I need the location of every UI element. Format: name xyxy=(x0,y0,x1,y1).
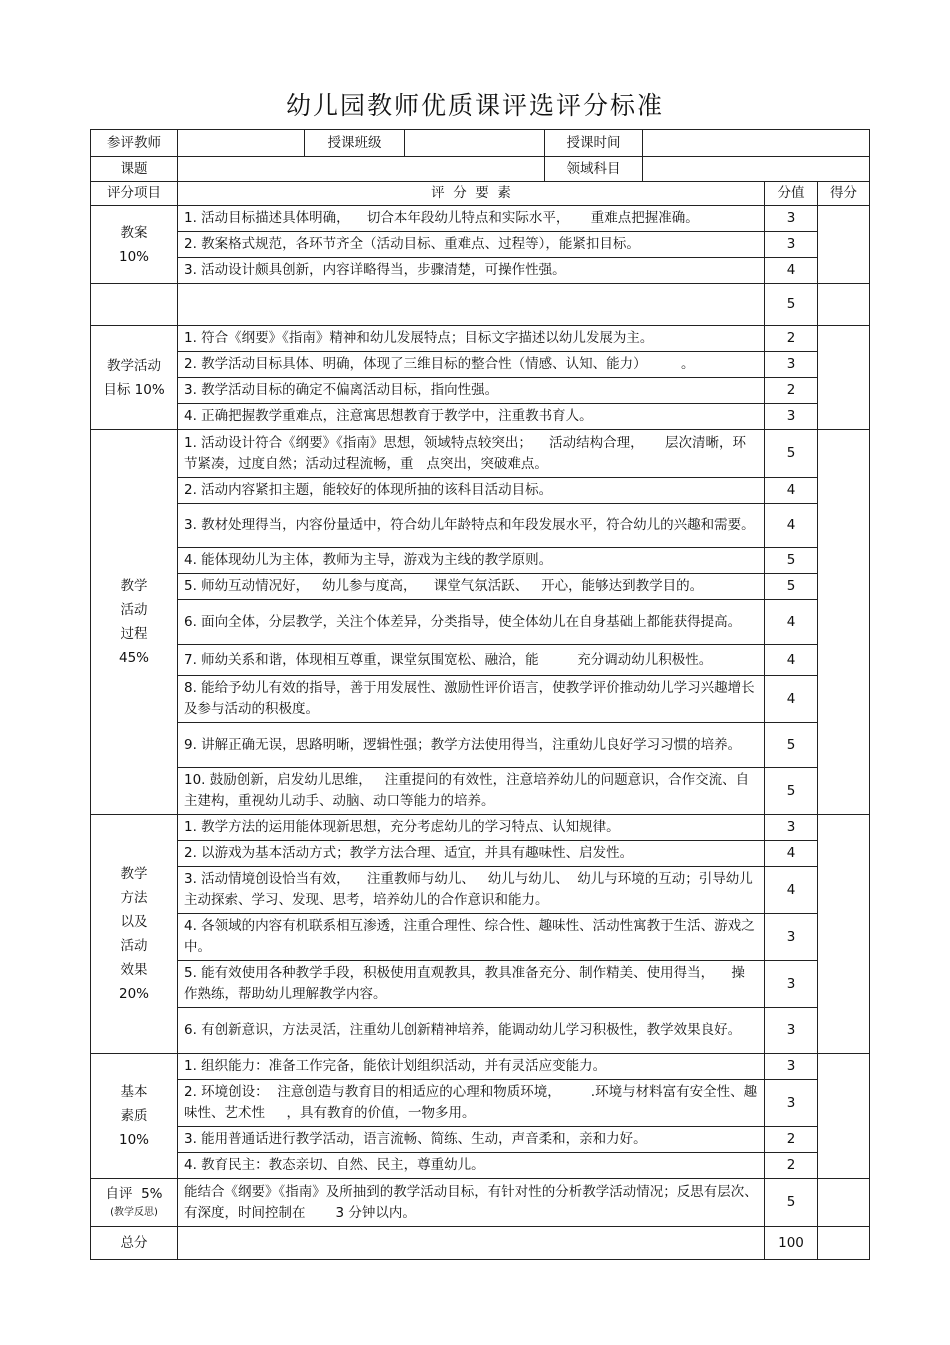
points-cell: 4 xyxy=(765,258,818,284)
table-row xyxy=(91,548,870,574)
table-row xyxy=(91,600,870,645)
header-criteria: 评 分 要 素 xyxy=(178,182,765,206)
criterion-text: 5. 师幼互动情况好， 幼儿参与度高， 课堂气氛活跃、 开心，能够达到教学目的。 xyxy=(178,574,765,600)
table-row xyxy=(91,378,870,404)
points-cell: 5 xyxy=(765,284,818,326)
criterion-text: 2. 以游戏为基本活动方式；教学方法合理、适宜，并具有趣味性、启发性。 xyxy=(178,841,765,867)
category-label: 10% xyxy=(118,248,149,265)
criterion-text: 3. 活动情境创设恰当有效， 注重教师与幼儿、 幼儿与幼儿、 幼儿与环境的互动；引导幼儿主动探索、学习、发现、思考，培养幼儿的合作意识和能力。 xyxy=(178,867,765,914)
category-label: 45% xyxy=(118,650,149,666)
score-cell[interactable] xyxy=(818,1054,870,1179)
self-eval-score[interactable] xyxy=(818,1179,870,1227)
points-cell: 2 xyxy=(765,326,818,352)
category-label: 方法 xyxy=(120,890,148,906)
criterion-text: 3. 教材处理得当，内容份量适中，符合幼儿年龄特点和年段发展水平，符合幼儿的兴趣和需要。 xyxy=(178,504,765,548)
total-label: 总分 xyxy=(91,1227,178,1260)
table-row xyxy=(91,768,870,815)
points-cell: 3 xyxy=(765,914,818,961)
category-label: 以及 xyxy=(120,914,148,930)
category-label: 过程 xyxy=(120,626,148,642)
self-eval-label-cell xyxy=(91,1179,178,1227)
category-label: 基本 xyxy=(120,1084,148,1100)
points-cell: 3 xyxy=(765,815,818,841)
criterion-text: 9. 讲解正确无误，思路明晰，逻辑性强；教学方法使用得当，注重幼儿良好学习习惯的培养。 xyxy=(178,723,765,768)
category-cell xyxy=(91,815,178,1054)
total-row xyxy=(91,1227,870,1260)
category-label: 教学活动 xyxy=(107,357,161,374)
points-cell: 4 xyxy=(765,867,818,914)
table-row xyxy=(91,1008,870,1054)
criterion-text: 3. 教学活动目标的确定不偏离活动目标，指向性强。 xyxy=(178,378,765,404)
category-label: 教案 xyxy=(120,224,148,241)
criterion-text: 4. 正确把握教学重难点，注意寓思想教育于教学中，注重教书育人。 xyxy=(178,404,765,430)
points-cell: 4 xyxy=(765,478,818,504)
category-label: 20% xyxy=(118,986,149,1002)
points-cell: 3 xyxy=(765,352,818,378)
table-row xyxy=(91,815,870,841)
points-cell: 3 xyxy=(765,404,818,430)
total-empty xyxy=(178,1227,765,1260)
criterion-text: 1. 活动设计符合《纲要》《指南》思想，领域特点较突出； 活动结构合理， 层次清晰，环节紧凑，过度自然；活动过程流畅，重 点突出，突破难点。 xyxy=(178,430,765,478)
criterion-text: 3. 能用普通话进行教学活动，语言流畅、简练、生动，声音柔和，亲和力好。 xyxy=(178,1127,765,1153)
criterion-text: 7. 师幼关系和谐，体现相互尊重，课堂氛围宽松、融洽，能 充分调动幼儿积极性。 xyxy=(178,645,765,676)
criterion-text: 2. 活动内容紧扣主题，能较好的体现所抽的该科目活动目标。 xyxy=(178,478,765,504)
time-label: 授课时间 xyxy=(545,130,643,157)
table-row xyxy=(91,206,870,232)
points-cell: 2 xyxy=(765,1127,818,1153)
table-row xyxy=(91,1080,870,1127)
self-eval-label: 自评 5% xyxy=(105,1186,163,1202)
header-points: 分值 xyxy=(765,182,818,206)
table-row xyxy=(91,430,870,478)
criterion-text: 10. 鼓励创新，启发幼儿思维， 注重提问的有效性，注意培养幼儿的问题意识，合作交流、自主建构，重视幼儿动手、动脑、动口等能力的培养。 xyxy=(178,768,765,815)
table-row xyxy=(91,478,870,504)
table-row xyxy=(91,723,870,768)
table-row xyxy=(91,1153,870,1179)
criterion-text: 1. 组织能力：准备工作完备，能依计划组织活动，并有灵活应变能力。 xyxy=(178,1054,765,1080)
time-field[interactable] xyxy=(643,130,870,157)
criterion-text: 5. 能有效使用各种教学手段，积极使用直观教具，教具准备充分、制作精美、使用得当， 操作熟练，帮助幼儿理解教学内容。 xyxy=(178,961,765,1008)
criterion-text: 1. 符合《纲要》《指南》精神和幼儿发展特点；目标文字描述以幼儿发展为主。 xyxy=(178,326,765,352)
table-row xyxy=(91,867,870,914)
points-cell: 3 xyxy=(765,232,818,258)
criterion-text: 6. 有创新意识，方法灵活，注重幼儿创新精神培养，能调动幼儿学习积极性，教学效果良好。 xyxy=(178,1008,765,1054)
points-cell: 3 xyxy=(765,1054,818,1080)
points-cell: 2 xyxy=(765,1153,818,1179)
points-cell: 4 xyxy=(765,676,818,723)
category-label: 素质 xyxy=(120,1108,148,1124)
criterion-text: 2. 环境创设： 注意创造与教育目的相适应的心理和物质环境， .环境与材料富有安全性、趣味性、艺术性 ，具有教育的价值，一物多用。 xyxy=(178,1080,765,1127)
criterion-text: 2. 教案格式规范，各环节齐全（活动目标、重难点、过程等），能紧扣目标。 xyxy=(178,232,765,258)
criterion-text xyxy=(178,284,765,326)
points-cell: 3 xyxy=(765,206,818,232)
category-cell xyxy=(91,284,178,326)
points-cell: 4 xyxy=(765,504,818,548)
score-cell[interactable] xyxy=(818,430,870,815)
table-row xyxy=(91,676,870,723)
category-cell xyxy=(91,430,178,815)
table-row xyxy=(91,404,870,430)
scoring-table xyxy=(90,129,870,1260)
score-cell[interactable] xyxy=(818,284,870,326)
table-row xyxy=(91,232,870,258)
table-row xyxy=(91,645,870,676)
class-field[interactable] xyxy=(405,130,545,157)
category-label: 效果 xyxy=(120,962,148,978)
self-eval-text: 能结合《纲要》《指南》及所抽到的教学活动目标，有针对性的分析教学活动情况；反思有层次、有深度，时间控制在 3 分钟以内。 xyxy=(178,1179,765,1227)
points-cell: 3 xyxy=(765,961,818,1008)
points-cell: 5 xyxy=(765,574,818,600)
points-cell: 4 xyxy=(765,645,818,676)
table-row xyxy=(91,284,870,326)
table-row xyxy=(91,961,870,1008)
teacher-field[interactable] xyxy=(178,130,305,157)
total-score[interactable] xyxy=(818,1227,870,1260)
table-row xyxy=(91,258,870,284)
total-points: 100 xyxy=(765,1227,818,1260)
topic-field[interactable] xyxy=(178,157,545,182)
criterion-text: 4. 能体现幼儿为主体，教师为主导，游戏为主线的教学原则。 xyxy=(178,548,765,574)
category-cell xyxy=(91,1054,178,1179)
table-row xyxy=(91,574,870,600)
criterion-text: 3. 活动设计颇具创新，内容详略得当，步骤清楚，可操作性强。 xyxy=(178,258,765,284)
category-label: 教学 xyxy=(120,578,148,594)
category-label: 10% xyxy=(118,1132,149,1148)
points-cell: 4 xyxy=(765,841,818,867)
table-row xyxy=(91,326,870,352)
score-cell[interactable] xyxy=(818,326,870,430)
category-label: 教学 xyxy=(120,866,148,882)
points-cell: 5 xyxy=(765,723,818,768)
table-row xyxy=(91,504,870,548)
category-label: 活动 xyxy=(120,938,148,954)
criterion-text: 4. 各领域的内容有机联系相互渗透，注重合理性、综合性、趣味性、活动性寓教于生活、游戏之中。 xyxy=(178,914,765,961)
category-label: 目标 10% xyxy=(103,381,165,398)
category-label: 活动 xyxy=(120,602,148,618)
points-cell: 5 xyxy=(765,430,818,478)
category-cell xyxy=(91,206,178,284)
criterion-text: 6. 面向全体，分层教学，关注个体差异，分类指导，使全体幼儿在自身基础上都能获得提高。 xyxy=(178,600,765,645)
self-eval-sublabel: (教学反思) xyxy=(110,1207,158,1218)
points-cell: 4 xyxy=(765,600,818,645)
points-cell: 3 xyxy=(765,1008,818,1054)
self-eval-row xyxy=(91,1179,870,1227)
criterion-text: 2. 教学活动目标具体、明确，体现了三维目标的整合性（情感、认知、能力） 。 xyxy=(178,352,765,378)
points-cell: 5 xyxy=(765,768,818,815)
criterion-text: 8. 能给予幼儿有效的指导，善于用发展性、激励性评价语言，使教学评价推动幼儿学习兴趣增长及参与活动的积极度。 xyxy=(178,676,765,723)
self-eval-points: 5 xyxy=(765,1179,818,1227)
score-cell[interactable] xyxy=(818,815,870,1054)
points-cell: 2 xyxy=(765,378,818,404)
criterion-text: 1. 活动目标描述具体明确， 切合本年段幼儿特点和实际水平， 重难点把握准确。 xyxy=(178,206,765,232)
table-row xyxy=(91,352,870,378)
table-row xyxy=(91,841,870,867)
table-row xyxy=(91,1127,870,1153)
field-label: 领域科目 xyxy=(545,157,643,182)
header-score: 得分 xyxy=(818,182,870,206)
table-row xyxy=(91,914,870,961)
criterion-text: 4. 教育民主：教态亲切、自然、民主，尊重幼儿。 xyxy=(178,1153,765,1179)
points-cell: 5 xyxy=(765,548,818,574)
page-title: 幼儿园教师优质课评选评分标准 xyxy=(285,91,664,120)
field-subject-field[interactable] xyxy=(643,157,870,182)
header-item: 评分项目 xyxy=(91,182,178,206)
criterion-text: 1. 教学方法的运用能体现新思想，充分考虑幼儿的学习特点、认知规律。 xyxy=(178,815,765,841)
topic-label: 课题 xyxy=(91,157,178,182)
category-cell xyxy=(91,326,178,430)
points-cell: 3 xyxy=(765,1080,818,1127)
teacher-label: 参评教师 xyxy=(91,130,178,157)
class-label: 授课班级 xyxy=(305,130,405,157)
score-cell[interactable] xyxy=(818,206,870,284)
table-row xyxy=(91,1054,870,1080)
